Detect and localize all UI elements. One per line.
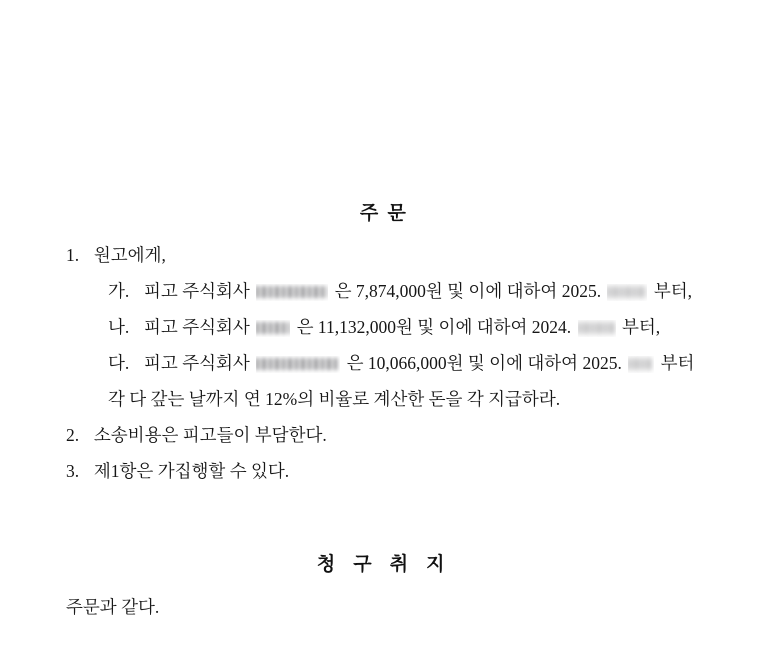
- list-item-3-number: 3.: [66, 461, 80, 481]
- list-item-1-na-middle: 은 11,132,000원 및 이에 대하여 2024.: [296, 317, 572, 337]
- page-title-claim-text: 청 구 취 지: [316, 554, 452, 575]
- list-item-1-ga: [66, 273, 712, 309]
- list-item-1: [66, 237, 712, 273]
- page-title-judgment: [0, 198, 768, 225]
- list-item-3: [66, 453, 712, 489]
- redacted-party-name-na: [256, 320, 290, 337]
- list-item-2: [66, 417, 712, 453]
- list-item-1-da-number: 다.: [108, 353, 130, 373]
- list-item-1-ga-middle: 은 7,874,000원 및 이에 대하여 2025.: [334, 281, 602, 301]
- list-item-1-text: 원고에게,: [93, 245, 166, 265]
- claim-body: [66, 592, 159, 622]
- list-item-1-ga-number: 가.: [108, 281, 130, 301]
- page-title-claim: [0, 549, 768, 576]
- list-item-1-closing-text: 각 다 갚는 날까지 연 12%의 비율로 계산한 돈을 각 지급하라.: [108, 389, 561, 409]
- list-item-3-text: 제1항은 가집행할 수 있다.: [93, 461, 290, 481]
- list-item-1-ga-suffix: 부터,: [653, 281, 693, 301]
- redacted-party-name-da: [256, 356, 340, 373]
- list-item-1-da: [66, 345, 712, 381]
- page-title-judgment-text: 주 문: [359, 203, 409, 224]
- list-item-1-da-middle: 은 10,066,000원 및 이에 대하여 2025.: [346, 353, 622, 373]
- redacted-date-na: [578, 320, 616, 337]
- list-item-1-na-suffix: 부터,: [621, 317, 661, 337]
- list-item-1-na-prefix: 피고 주식회사: [144, 317, 250, 337]
- judgment-body: [66, 237, 712, 489]
- list-item-1-da-prefix: 피고 주식회사: [144, 353, 250, 373]
- list-item-2-text: 소송비용은 피고들이 부담한다.: [93, 425, 327, 445]
- list-item-1-da-suffix: 부터: [660, 353, 695, 373]
- list-item-2-number: 2.: [66, 425, 80, 445]
- list-item-1-na: [66, 309, 712, 345]
- redacted-date-da: [628, 356, 654, 373]
- list-item-1-closing: [66, 381, 712, 417]
- list-item-1-ga-prefix: 피고 주식회사: [144, 281, 250, 301]
- redacted-party-name-ga: [256, 284, 328, 301]
- list-item-1-na-number: 나.: [108, 317, 130, 337]
- list-item-1-number: 1.: [66, 245, 80, 265]
- redacted-date-ga: [607, 284, 647, 301]
- claim-body-text: 주문과 같다.: [66, 597, 160, 617]
